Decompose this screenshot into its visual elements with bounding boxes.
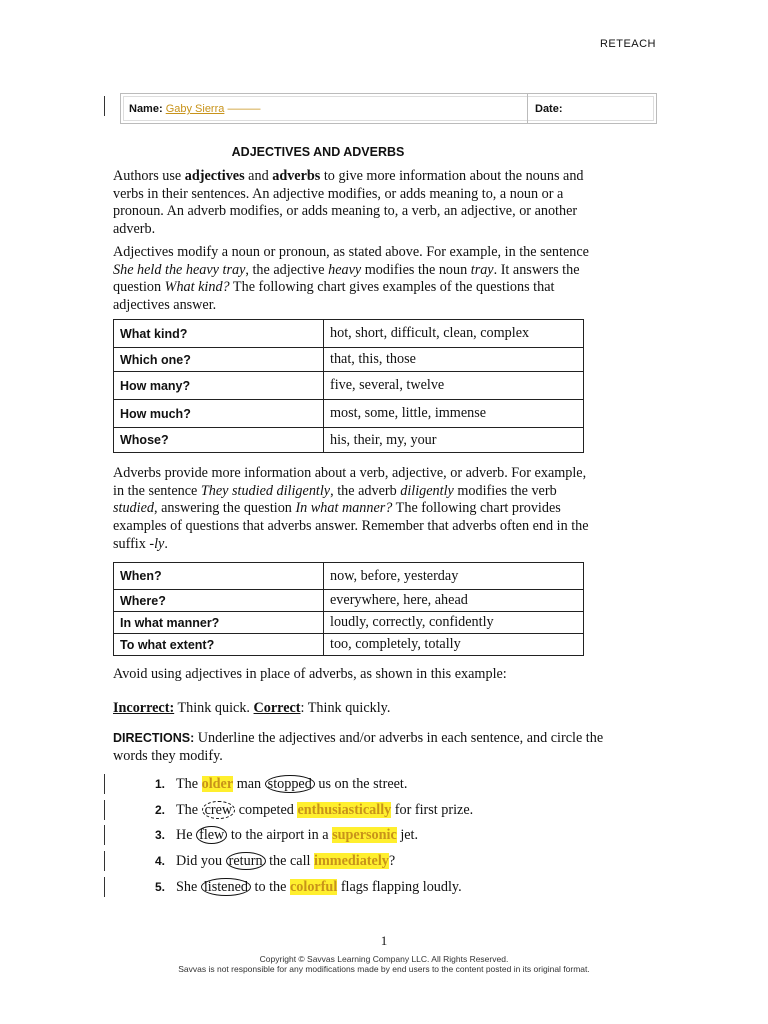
underlined-word[interactable]: colorful [289, 879, 338, 895]
exercise-item-5: 5. She listened to the colorful flags flapping loudly. [155, 879, 462, 895]
name-label: Name: [129, 103, 163, 115]
name-blank: ——— [227, 103, 261, 115]
exercise-item-4: 4. Did you return the call immediately? [155, 853, 396, 869]
circled-word[interactable]: return [226, 852, 266, 870]
exercise-item-3: 3. He flew to the airport in a supersonic jet. [155, 827, 419, 843]
adverb-questions-table [113, 562, 584, 656]
directions-text: Underline the adjectives and/or adverbs in each sentence, and circle the words they modify. [113, 730, 604, 764]
table-row: In what manner? loudly, correctly, confidently [114, 612, 584, 634]
circled-word[interactable]: stopped [265, 775, 315, 793]
exercise-item-2: 2. The crew competed enthusiastically for first prize. [155, 802, 474, 818]
underlined-word[interactable]: immediately [314, 853, 389, 869]
avoid-text: Avoid using adjectives in place of adverbs, as shown in this example: [113, 666, 507, 682]
name-field[interactable] [129, 103, 260, 115]
box-divider [527, 94, 528, 123]
name-value: Gaby Sierra [165, 103, 225, 115]
directions-label: DIRECTIONS: [113, 731, 195, 745]
change-bar [104, 96, 105, 116]
example-line: Incorrect: Think quick. Correct: Think quickly. [113, 700, 391, 716]
directions [113, 729, 633, 765]
page-number: 1 [380, 933, 388, 948]
name-date-box [120, 93, 657, 124]
table-row: How much? most, some, little, immense [114, 400, 584, 428]
date-field[interactable] [535, 103, 563, 115]
date-label: Date: [535, 103, 563, 115]
circled-word[interactable]: listened [201, 878, 251, 896]
change-bar [104, 774, 105, 794]
table-row: What kind? hot, short, difficult, clean, complex [114, 320, 584, 348]
table-row: Which one? that, this, those [114, 348, 584, 372]
adverb-paragraph: Adverbs provide more information about a verb, adjective, or adverb. For example, in the sentence They studied diligently, the adverb diligently modifies the verb studied, answering the question In what manner? The following chart provides examples of questions that adverbs answer. Remember that adverbs often end in the suffix -ly. [113, 465, 589, 552]
change-bar [104, 825, 105, 845]
table-row: When? now, before, yesterday [114, 563, 584, 590]
circled-word[interactable]: crew [202, 801, 236, 819]
footer-copyright [0, 954, 768, 974]
page-title: ADJECTIVES AND ADVERBS [231, 145, 405, 159]
change-bar [104, 877, 105, 897]
adjective-questions-table [113, 319, 584, 453]
table-row: How many? five, several, twelve [114, 372, 584, 400]
intro-paragraph-1: Authors use adjectives and adverbs to give more information about the nouns and verbs in their sentences. An adjective modifies, or adds meaning to, a noun or a pronoun. An adverb modifies, or adds meaning to, a verb, an adjective, or another adverb. [113, 168, 584, 238]
change-bar [104, 851, 105, 871]
intro-paragraph-2: Adjectives modify a noun or pronoun, as stated above. For example, in the sentence She held the heavy tray, the adjective heavy modifies the noun tray. It answers the question What kind? The following chart gives examples of the questions that adjectives answer. [113, 244, 589, 314]
underlined-word[interactable]: supersonic [332, 827, 397, 843]
table-row: To what extent? too, completely, totally [114, 634, 584, 656]
table-row: Where? everywhere, here, ahead [114, 590, 584, 612]
change-bar [104, 800, 105, 820]
table-row: Whose? his, their, my, your [114, 428, 584, 453]
copyright-line: Copyright © Savvas Learning Company LLC. All Rights Reserved. [259, 954, 509, 964]
disclaimer-line: Savvas is not responsible for any modifications made by end users to the content posted in its original format. [178, 964, 590, 974]
underlined-word[interactable]: enthusiastically [297, 802, 392, 818]
exercise-item-1: 1. The older man stopped us on the street. [155, 776, 408, 792]
header-label: RETEACH [599, 38, 656, 50]
circled-word[interactable]: flew [196, 826, 227, 844]
underlined-word[interactable]: older [201, 776, 234, 792]
